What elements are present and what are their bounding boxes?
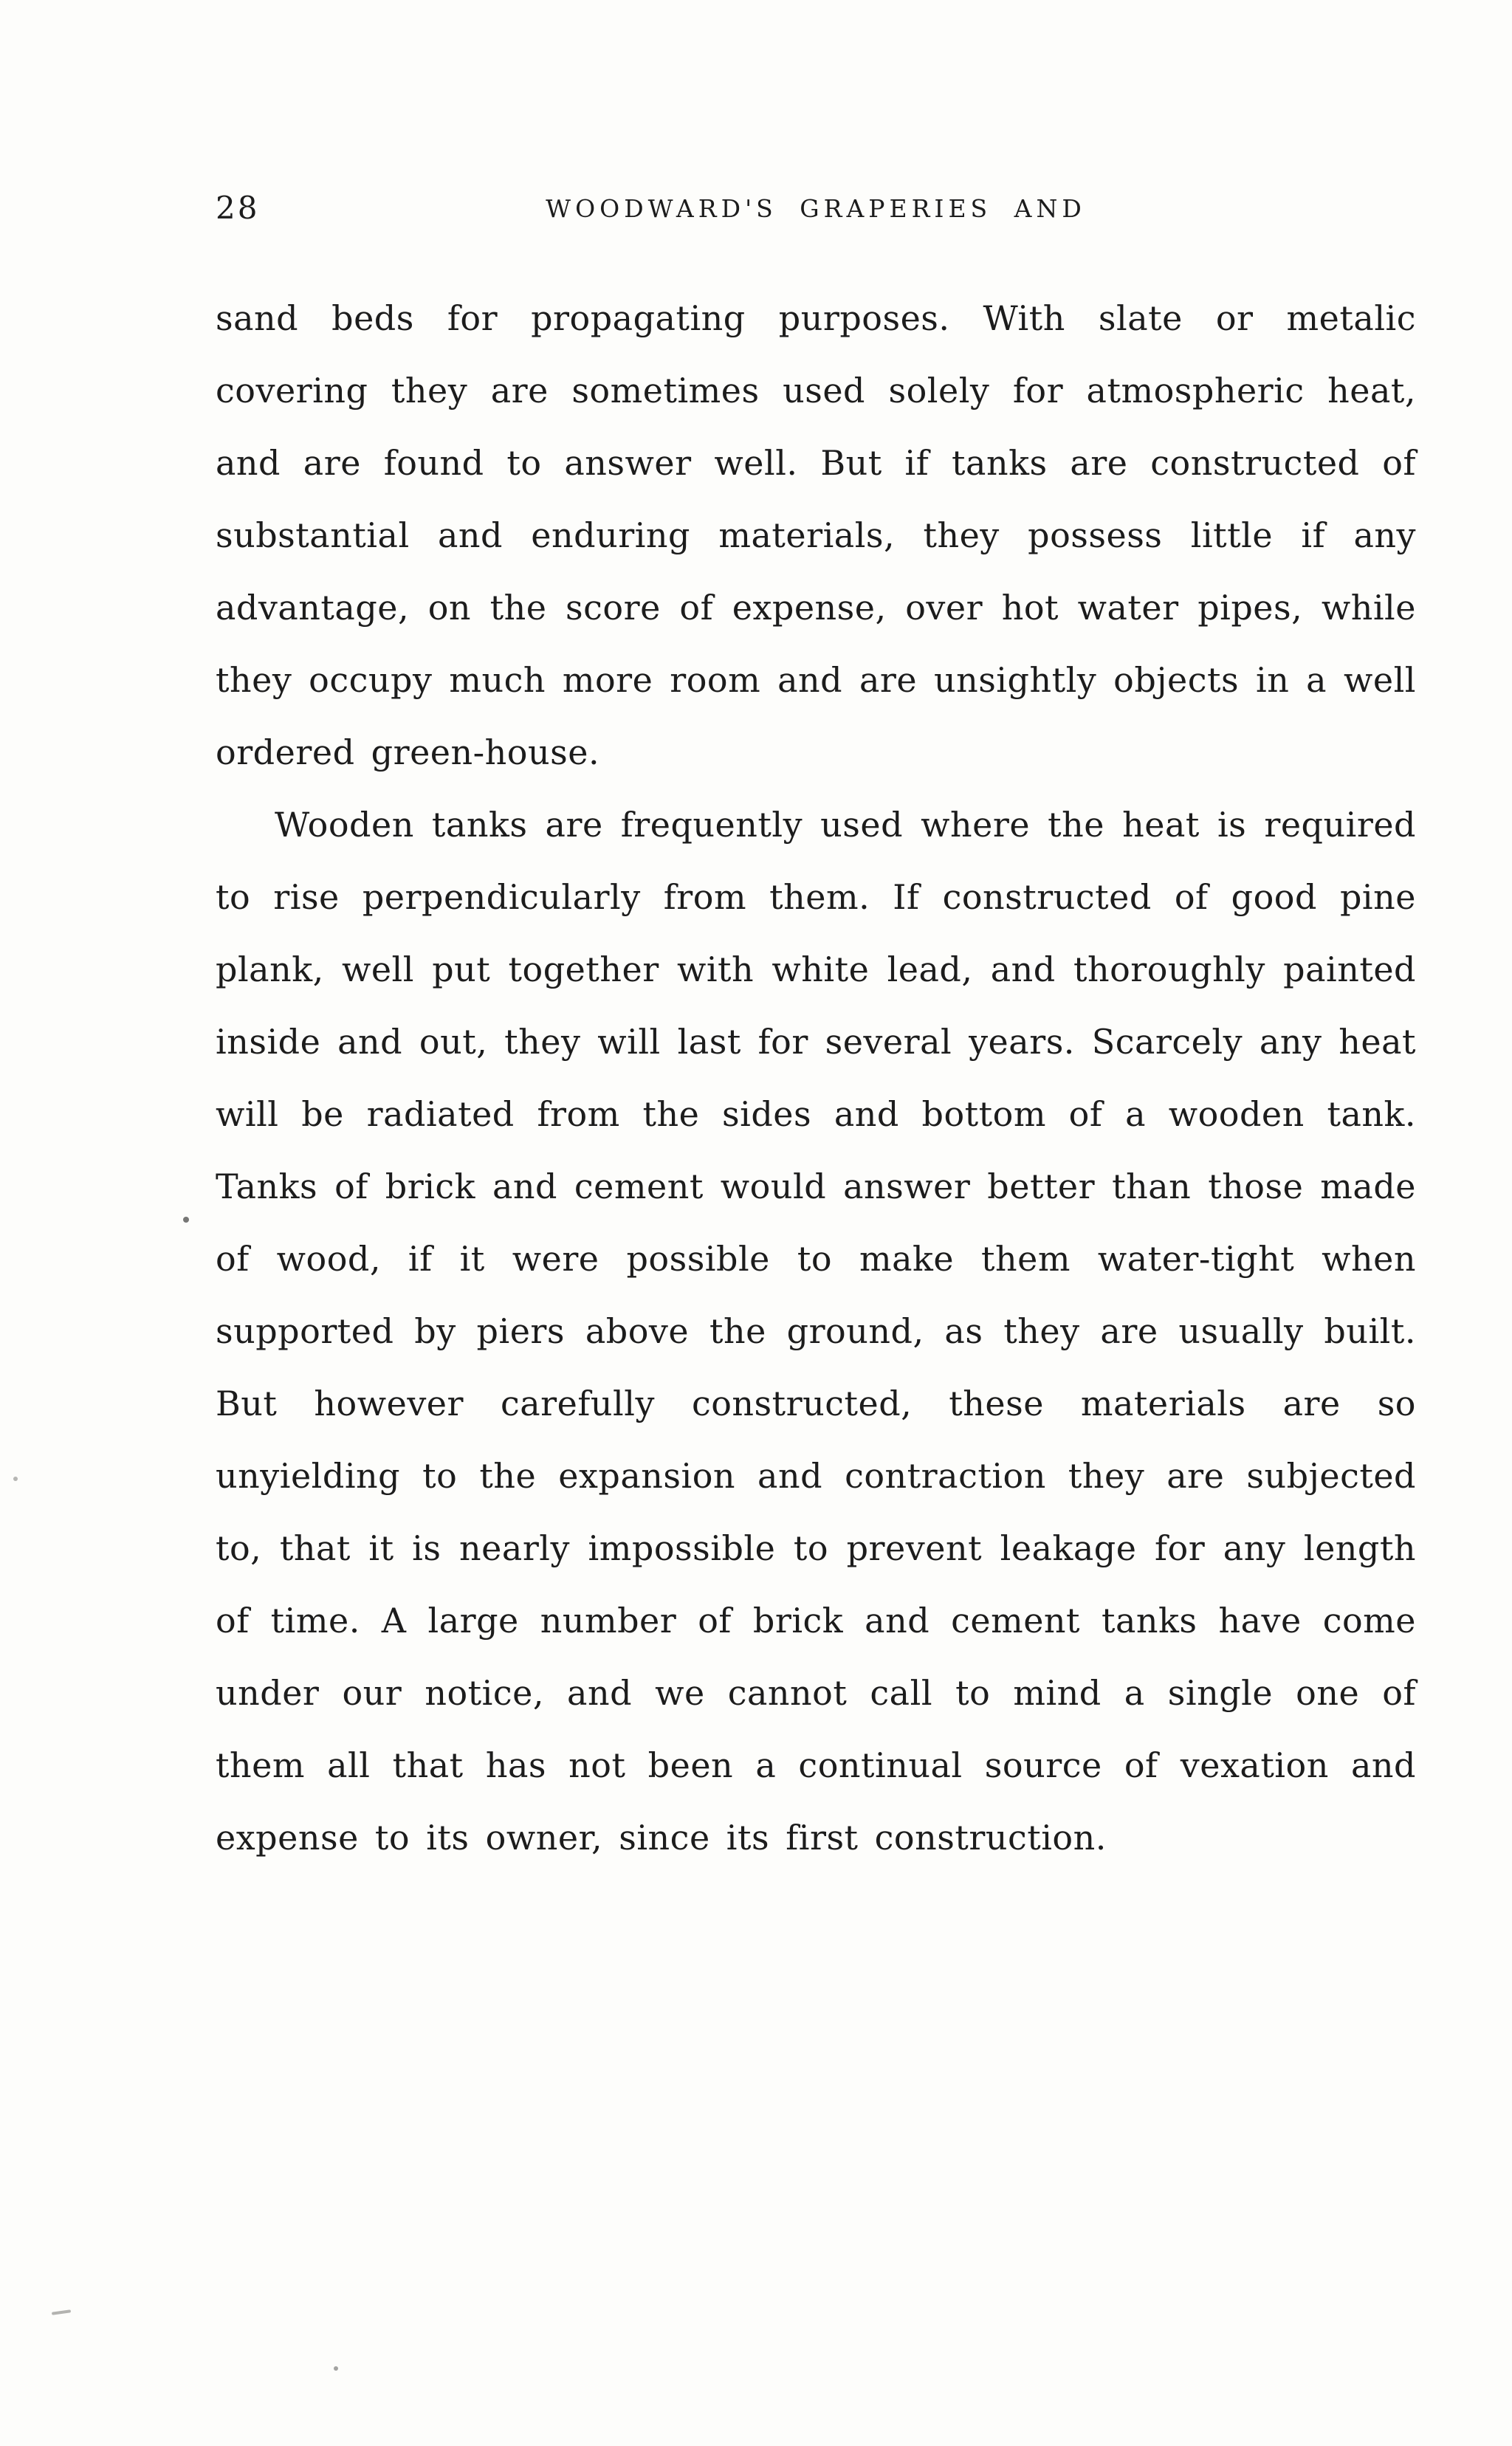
scan-artifact-speck: [13, 1477, 18, 1481]
page-body: [216, 282, 1416, 1874]
paragraph-continuation: sand beds for propagating purposes. With slate or metalic covering they are sometimes used solely for atmospheric heat, and are found to answer well. But if tanks are constructed of substantial and enduring materials, they possess little if any advantage, on the score of expense, over hot water pipes, while they occupy much more room and are unsightly objects in a well ordered green-house.: [216, 298, 1416, 772]
running-header-title: WOODWARD'S GRAPERIES AND: [546, 194, 1086, 223]
scan-artifact-dot: [183, 1217, 189, 1223]
scan-artifact-speck: [334, 2366, 338, 2371]
paragraph-wooden-tanks: Wooden tanks are frequently used where the heat is required to rise perpendicularly from them. If constructed of good pine plank, well put together with white lead, and thoroughly painted inside and out, they will last for several years. Scarcely any heat will be radiated from the sides and bottom of a wooden tank. Tanks of brick and cement would answer better than those made of wood, if it were possible to make them water-tight when supported by piers above the ground, as they are usually built. But however carefully constructed, these materials are so unyielding to the expansion and contraction they are subjected to, that it is nearly impossible to prevent leakage for any length of time. A large number of brick and cement tanks have come under our notice, and we cannot call to mind a single one of them all that has not been a continual source of vexation and expense to its owner, since its first construction.: [216, 805, 1416, 1858]
page-header: [216, 188, 1416, 233]
page-number: 28: [216, 190, 260, 226]
scan-artifact-mark: [52, 2309, 71, 2315]
